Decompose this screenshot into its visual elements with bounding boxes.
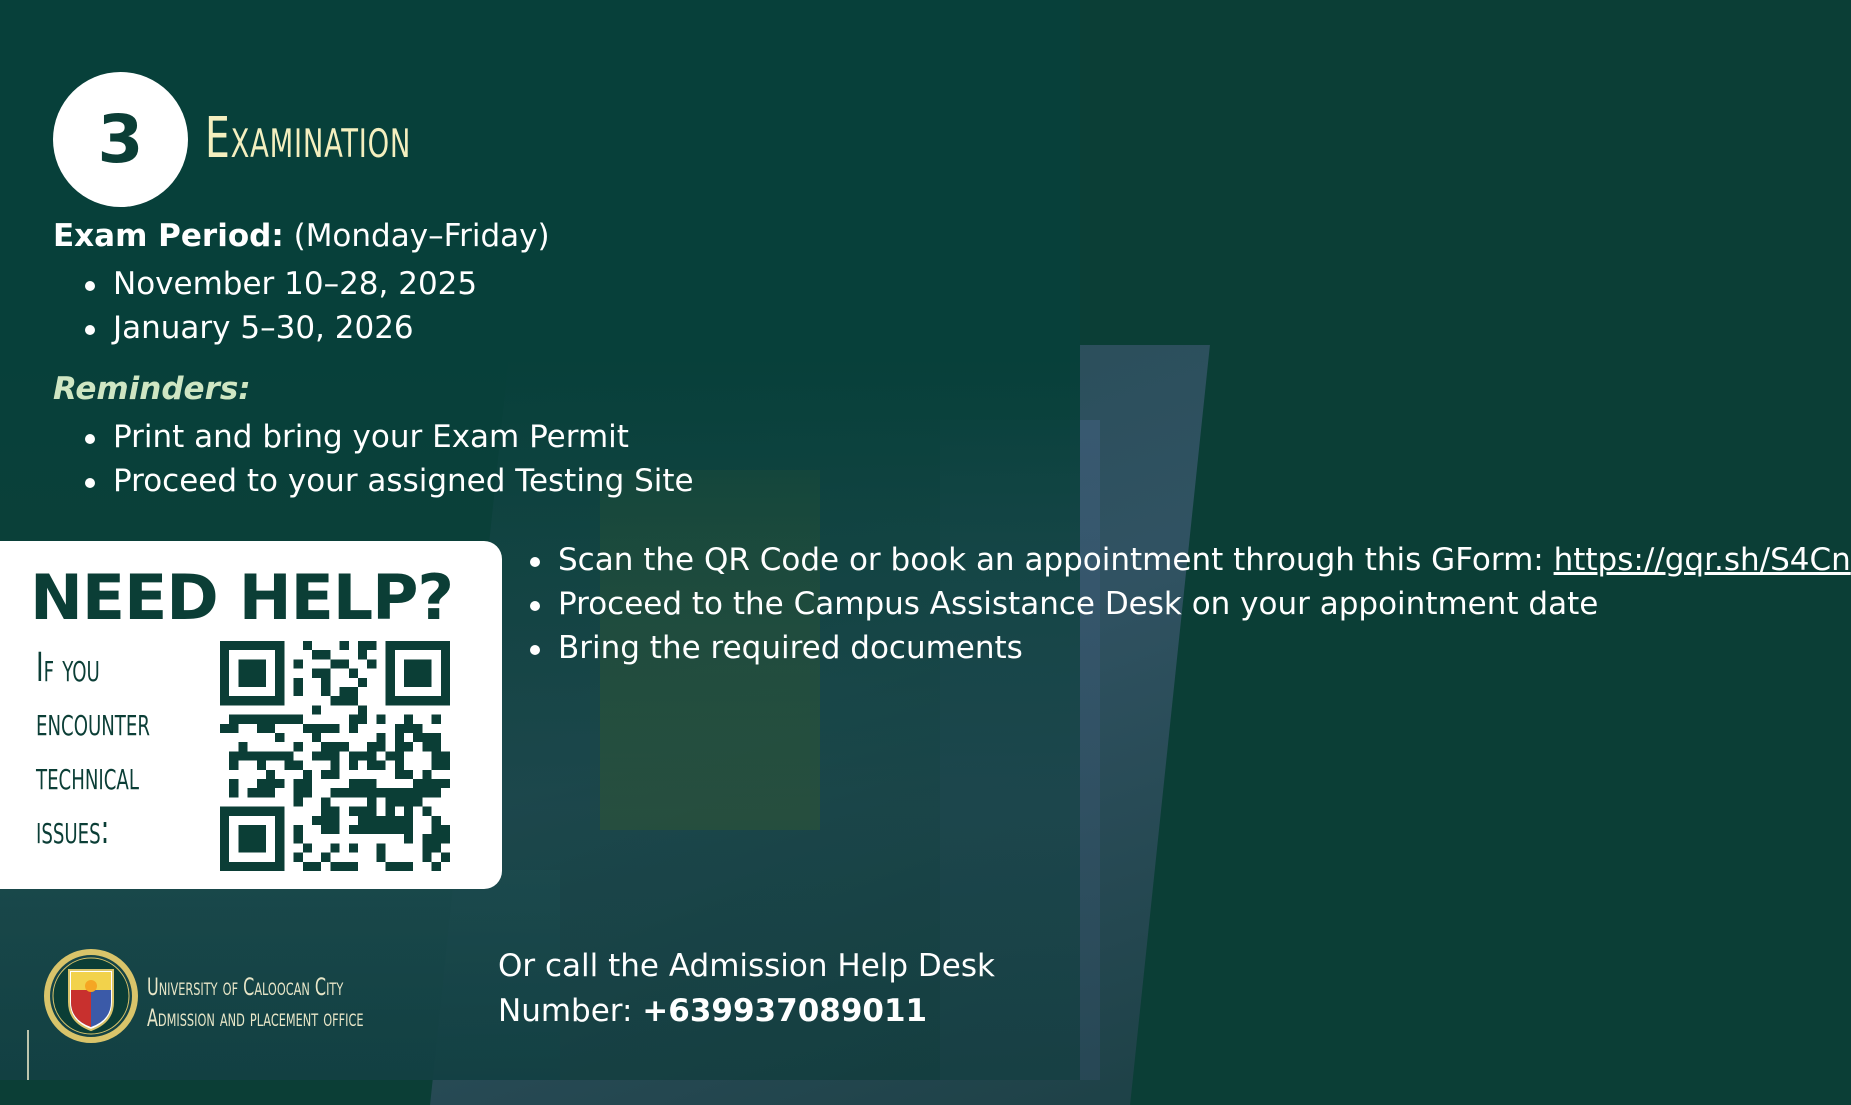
exam-dates-list <box>83 262 477 350</box>
university-seal-icon <box>45 946 138 1046</box>
subtitle-line: If you <box>36 645 100 691</box>
help-step-item <box>528 538 1851 582</box>
gform-link[interactable]: https://gqr.sh/S4Cn <box>1553 542 1851 578</box>
reminder-item: Print and bring your Exam Permit <box>83 415 694 459</box>
need-help-subtitle <box>36 641 173 857</box>
reminder-item: Proceed to your assigned Testing Site <box>83 459 694 503</box>
call-help-desk <box>498 944 1073 1034</box>
university-line: University of Caloocan City <box>147 973 344 1001</box>
help-desk-number[interactable]: +639937089011 <box>642 993 928 1029</box>
need-help-title: NEED HELP? <box>30 561 454 634</box>
office-line: Admission and placement office <box>147 1004 364 1032</box>
subtitle-line: encounter <box>36 699 150 745</box>
exam-period-label: Exam Period: <box>53 218 284 254</box>
divider-line <box>27 1030 29 1080</box>
help-step-item: Proceed to the Campus Assistance Desk on your appointment date <box>528 582 1078 626</box>
subtitle-line: technical <box>36 753 139 799</box>
reminders-list <box>83 415 694 503</box>
exam-period-heading <box>53 218 550 254</box>
help-steps-list <box>528 538 1851 670</box>
qr-code[interactable] <box>220 641 450 871</box>
exam-date-item: January 5–30, 2026 <box>83 306 477 350</box>
reminders-heading: Reminders: <box>53 371 251 407</box>
scan-text: Scan the QR Code or book an appointment through this GForm: <box>558 542 1554 578</box>
university-name <box>147 972 364 1034</box>
need-help-card <box>0 541 502 889</box>
step-title: Examination <box>205 106 412 171</box>
exam-date-item: November 10–28, 2025 <box>83 262 477 306</box>
help-step-item: Bring the required documents <box>528 626 1078 670</box>
call-text: Or call the Admission Help Desk Number: <box>498 948 995 1029</box>
subtitle-line: issues: <box>36 807 110 853</box>
step-number-badge: 3 <box>53 72 188 207</box>
exam-period-days: (Monday–Friday) <box>293 218 550 254</box>
